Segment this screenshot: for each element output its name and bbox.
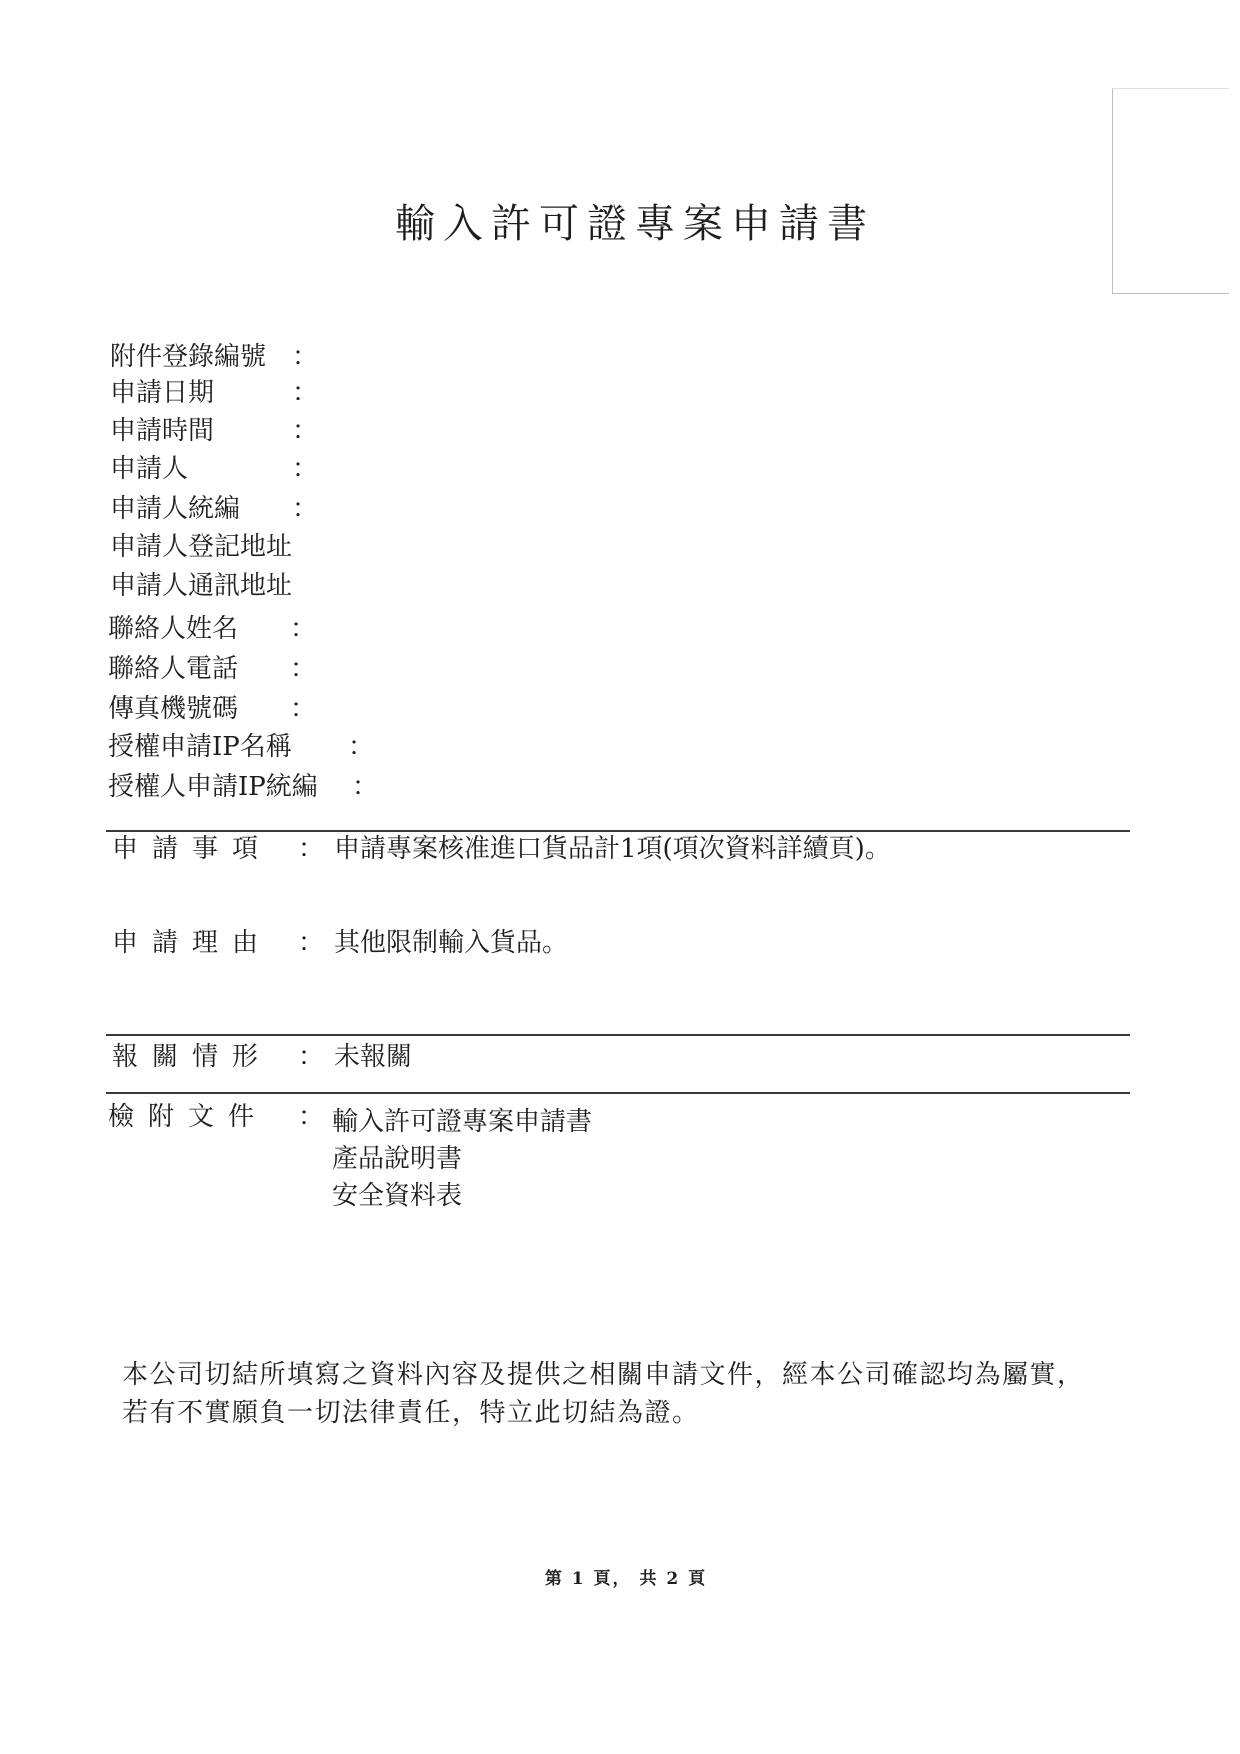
attachment-item: 輸入許可證專案申請書 bbox=[332, 1107, 593, 1137]
attachment-item: 安全資料表 bbox=[332, 1181, 463, 1211]
field-label: 附件登錄編號 bbox=[110, 342, 267, 372]
field-applicant bbox=[110, 448, 319, 485]
declaration-statement: 本公司切結所填寫之資料內容及提供之相關申請文件，經本公司確認均為屬實，若有不實願負一切法律責任，特立此切結為證。 bbox=[122, 1360, 1085, 1428]
divider-line bbox=[106, 1092, 1130, 1094]
section-label: 申請理由 bbox=[112, 928, 273, 958]
field-registered-address bbox=[110, 526, 292, 563]
field-label: 傳真機號碼 bbox=[108, 694, 239, 724]
field-label: 申請人通訊地址 bbox=[110, 571, 293, 601]
field-colon: ： bbox=[292, 416, 319, 446]
section-colon: ： bbox=[298, 928, 325, 958]
field-label: 申請人登記地址 bbox=[110, 532, 293, 562]
field-colon: ： bbox=[292, 378, 319, 408]
section-colon: ： bbox=[298, 1102, 325, 1132]
section-value: 其他限制輸入貨品。 bbox=[334, 928, 569, 958]
field-attachment-number bbox=[110, 336, 319, 373]
field-fax-number bbox=[108, 688, 317, 725]
field-application-date bbox=[110, 372, 319, 409]
field-label: 授權人申請IP統編 bbox=[108, 772, 318, 802]
section-colon: ： bbox=[298, 834, 325, 864]
field-colon: ： bbox=[290, 694, 317, 724]
field-colon: ： bbox=[292, 494, 319, 524]
field-mailing-address bbox=[110, 565, 292, 602]
field-label: 聯絡人姓名 bbox=[108, 614, 239, 644]
attachment-item: 產品說明書 bbox=[332, 1144, 463, 1174]
field-label: 申請人 bbox=[110, 454, 189, 484]
field-label: 申請日期 bbox=[110, 378, 215, 408]
document-title: 輸入許可證專案申請書 bbox=[395, 201, 875, 247]
section-colon: ： bbox=[298, 1042, 325, 1072]
section-value: 申請專案核准進口貨品計1項(項次資料詳續頁)。 bbox=[334, 834, 891, 864]
field-contact-name bbox=[108, 608, 317, 645]
field-label: 申請時間 bbox=[110, 416, 215, 446]
field-colon: ： bbox=[292, 454, 319, 484]
field-colon: ： bbox=[348, 732, 375, 762]
section-value: 未報關 bbox=[334, 1042, 413, 1072]
field-label: 申請人統編 bbox=[110, 494, 241, 524]
field-authorized-ip-tax-id bbox=[108, 766, 379, 803]
field-contact-phone bbox=[108, 648, 317, 685]
field-colon: ： bbox=[290, 654, 317, 684]
field-applicant-tax-id bbox=[110, 488, 319, 525]
attachment-list bbox=[332, 1104, 592, 1215]
field-colon: ： bbox=[290, 614, 317, 644]
field-authorized-ip-name bbox=[108, 726, 375, 763]
field-label: 聯絡人電話 bbox=[108, 654, 239, 684]
scan-corner-mark bbox=[1112, 88, 1229, 294]
section-label: 申請事項 bbox=[112, 834, 273, 864]
field-application-time bbox=[110, 410, 319, 447]
field-label: 授權申請IP名稱 bbox=[108, 732, 292, 762]
page-number: 第 1 頁， 共 2 頁 bbox=[544, 1569, 708, 1589]
field-colon: ： bbox=[352, 772, 379, 802]
section-label: 報關情形 bbox=[112, 1042, 273, 1072]
field-colon: ： bbox=[292, 342, 319, 372]
section-label: 檢附文件 bbox=[108, 1102, 269, 1132]
